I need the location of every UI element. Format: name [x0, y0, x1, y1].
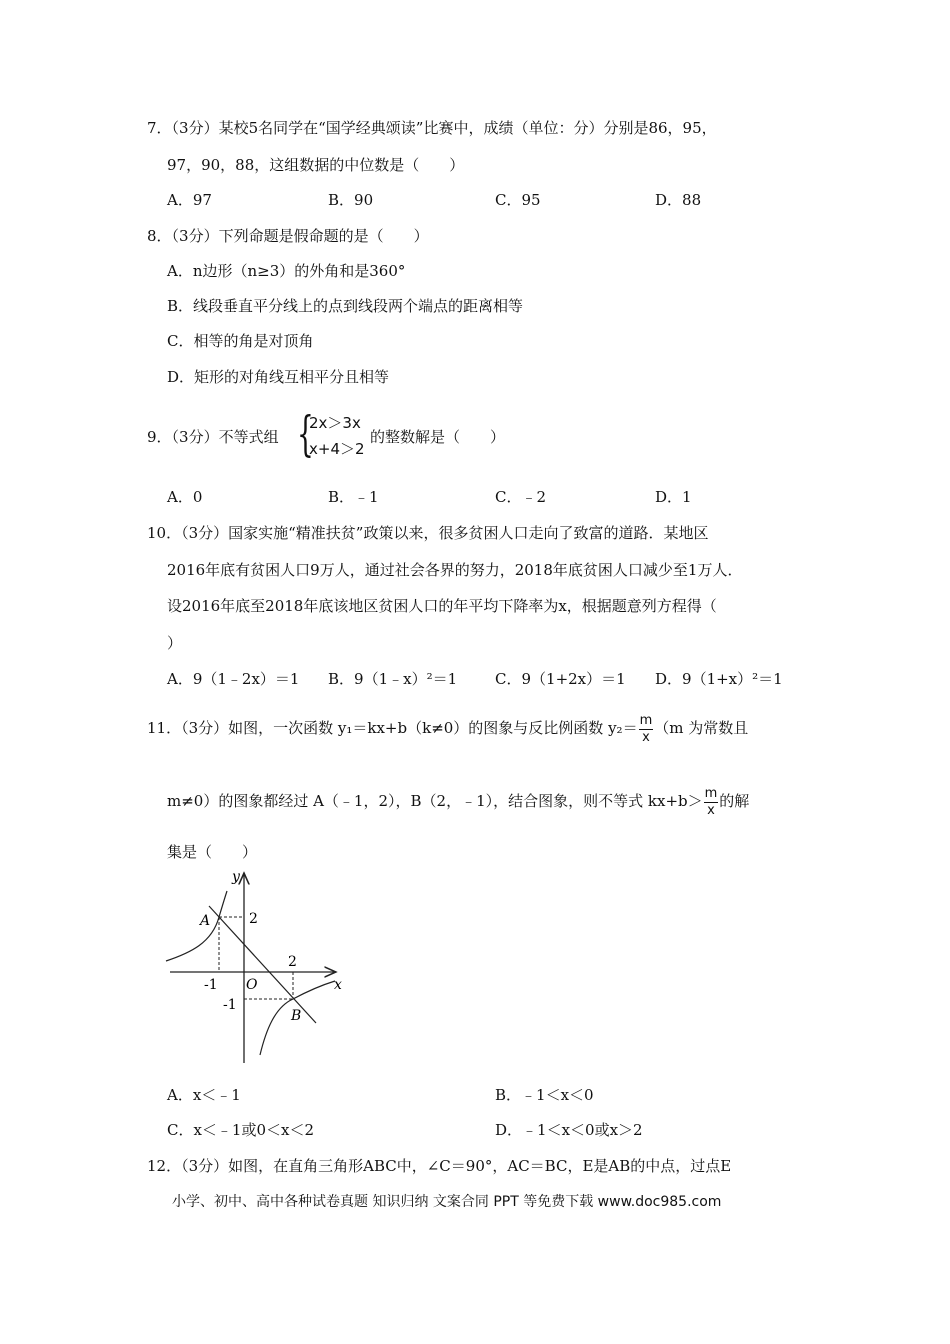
denominator: x [707, 802, 715, 818]
function-graph [160, 865, 350, 1070]
q10-option-a: A．9（1﹣2x）＝1 [167, 670, 300, 688]
tick-x-neg1: -1 [204, 977, 218, 993]
q11-stem-a: 11．（3分）如图，一次函数 y₁＝kx+b（k≠0）的图象与反比例函数 y₂＝ [147, 719, 638, 737]
q7-option-d: D．88 [655, 191, 702, 209]
q10-option-d: D．9（1+x）²＝1 [655, 670, 783, 688]
brace-symbol: { [297, 406, 314, 462]
q7-stem: 7．（3分）某校5名同学在“国学经典颂读”比赛中，成绩（单位：分）分别是86，95， [147, 119, 717, 137]
q11-stem-2 [167, 783, 749, 819]
q10-option-c: C．9（1+2x）＝1 [495, 670, 626, 688]
y-axis-label: y [232, 869, 240, 885]
q11-stem [147, 710, 748, 746]
q10-stem-4: ） [167, 634, 183, 652]
q9-stem-suffix: 的整数解是（ ） [370, 428, 506, 446]
q11-option-a: A．x＜﹣1 [167, 1086, 241, 1104]
q7-option-c: C．95 [495, 191, 541, 209]
tick-y-2: 2 [249, 911, 258, 927]
q11-option-b: B．﹣1＜x＜0 [495, 1086, 594, 1104]
q7-stem-cont: 97，90，88，这组数据的中位数是（ ） [167, 156, 465, 174]
q11-option-c: C．x＜﹣1或0＜x＜2 [167, 1121, 315, 1139]
tick-y-neg1: -1 [223, 997, 237, 1013]
origin-label: O [246, 977, 258, 993]
q10-stem-2: 2016年底有贫困人口9万人，通过社会各界的努力，2018年底贫困人口减少至1万人． [167, 561, 743, 579]
q9-option-b: B．﹣1 [328, 488, 379, 506]
q12-stem: 12．（3分）如图，在直角三角形ABC中，∠C＝90°，AC＝BC，E是AB的中点，过点E [147, 1157, 732, 1175]
q11-option-d: D．﹣1＜x＜0或x＞2 [495, 1121, 643, 1139]
q10-option-b: B．9（1﹣x）²＝1 [328, 670, 458, 688]
numerator: m [704, 785, 718, 801]
q7-option-a: A．97 [167, 191, 212, 209]
numerator: m [639, 712, 653, 728]
q8-option-c: C．相等的角是对顶角 [167, 332, 314, 350]
q7-option-b: B．90 [328, 191, 374, 209]
q8-stem: 8．（3分）下列命题是假命题的是（ ） [147, 227, 429, 245]
q10-stem: 10．（3分）国家实施“精准扶贫”政策以来，很多贫困人口走向了致富的道路．某地区 [147, 524, 709, 542]
fraction-m-over-x-2 [704, 786, 719, 819]
inequality-2: x+4＞2 [309, 440, 365, 458]
q8-option-b: B．线段垂直平分线上的点到线段两个端点的距离相等 [167, 297, 524, 315]
q9-stem-prefix: 9．（3分）不等式组 [147, 428, 279, 446]
point-a-label: A [200, 913, 211, 929]
inequality-1: 2x＞3x [309, 414, 361, 432]
q9-option-c: C．﹣2 [495, 488, 547, 506]
fraction-m-over-x [639, 713, 654, 746]
point-b-label: B [291, 1008, 302, 1024]
q9-option-d: D．1 [655, 488, 692, 506]
q10-stem-3: 设2016年底至2018年底该地区贫困人口的年平均下降率为x，根据题意列方程得（ [167, 597, 717, 615]
denominator: x [642, 729, 650, 745]
x-axis-label: x [334, 977, 342, 993]
q11-stem-b: （m 为常数且 [654, 719, 749, 737]
tick-x-2: 2 [288, 954, 297, 970]
hyperbola-left-branch [166, 891, 227, 961]
q8-option-a: A．n边形（n≥3）的外角和是360° [167, 262, 406, 280]
q11-stem-3: 集是（ ） [167, 843, 258, 861]
q11-stem-2b: 的解 [719, 792, 750, 810]
q8-option-d: D．矩形的对角线互相平分且相等 [167, 368, 390, 386]
q11-stem-2a: m≠0）的图象都经过 A（﹣1，2），B（2，﹣1），结合图象，则不等式 kx+b＞ [167, 792, 703, 810]
q9-option-a: A．0 [167, 488, 203, 506]
footer-watermark-text: 小学、初中、高中各种试卷真题 知识归纳 文案合同 PPT 等免费下载 www.doc985.com [172, 1194, 722, 1210]
